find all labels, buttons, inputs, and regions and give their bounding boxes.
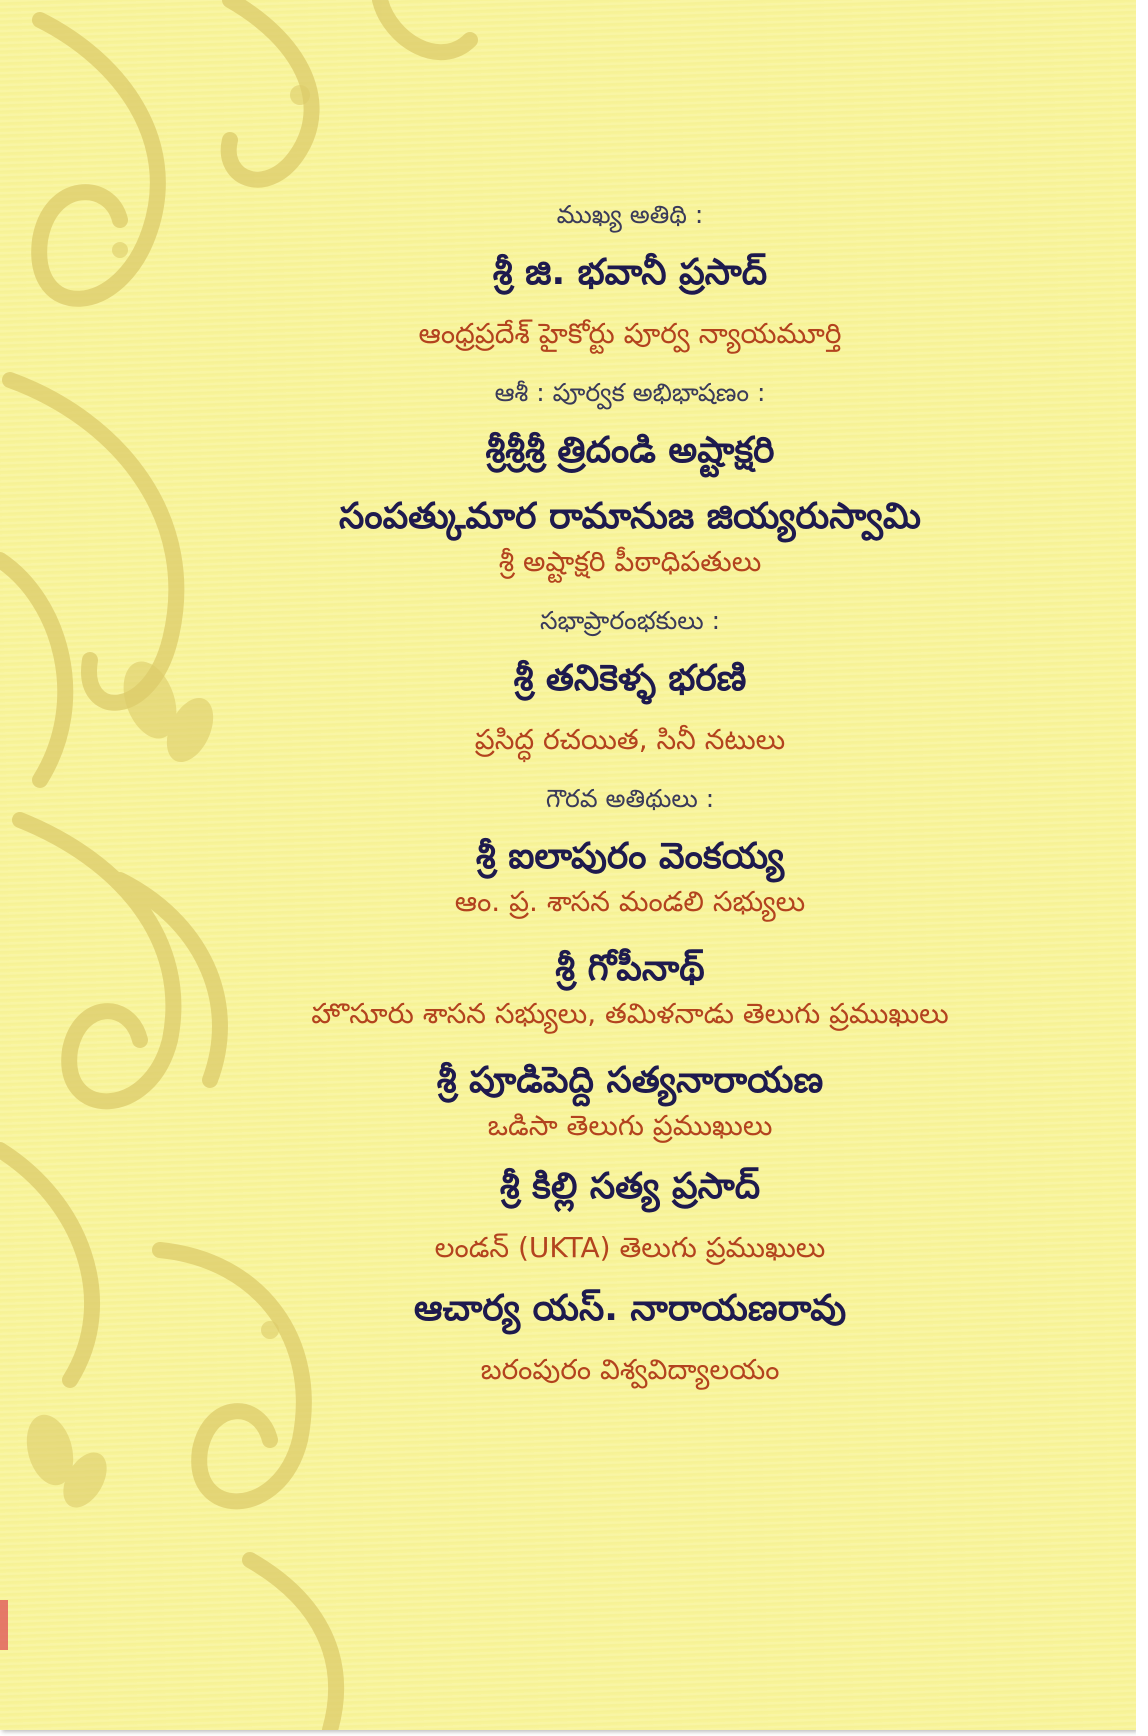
chief-guest-name: శ్రీ జి. భవానీ ప్రసాద్ <box>492 252 768 293</box>
blessing-label: ఆశీ : పూర్వక అభిభాషణం : <box>494 378 766 407</box>
inaugurator-label: సభాప్రారంభకులు : <box>539 606 721 635</box>
inaugurator-name: శ్రీ తనికెళ్ళ భరణి <box>513 658 747 699</box>
honour-guest-title: ఒడిసా తెలుగు ప్రముఖులు <box>487 1109 773 1142</box>
page-margin <box>1136 0 1148 1736</box>
honour-guest-name: శ్రీ పూడిపెద్ది సత్యనారాయణ <box>436 1060 824 1101</box>
red-edge-mark <box>0 1600 8 1650</box>
honour-guest-title: లండన్ (UKTA) తెలుగు ప్రముఖులు <box>434 1231 826 1264</box>
blessing-speaker-name-line1: శ్రీశ్రీశ్రీ త్రిదండి అష్టాక్షరి <box>485 430 775 471</box>
honour-guest-title: బరంపురం విశ్వవిద్యాలయం <box>480 1353 780 1386</box>
honour-guest-title: ఆం. ప్ర. శాసన మండలి సభ్యులు <box>454 885 806 918</box>
honour-guest-name: ఆచార్య యస్. నారాయణరావు <box>413 1288 847 1329</box>
honour-guest-name: శ్రీ కిల్లి సత్య ప్రసాద్ <box>499 1166 761 1207</box>
honour-guests-label: గౌరవ అతిథులు : <box>545 784 715 813</box>
guest-list <box>180 198 1080 1390</box>
blessing-speaker-name-line2: సంపత్కుమార రామానుజ జియ్యరుస్వామి <box>339 496 921 537</box>
chief-guest-title: ఆంధ్రప్రదేశ్ హైకోర్టు పూర్వ న్యాయమూర్తి <box>418 317 842 350</box>
chief-guest-label: ముఖ్య అతిథి : <box>556 200 704 229</box>
honour-guest-title: హొసూరు శాసన సభ్యులు, తమిళనాడు తెలుగు ప్రముఖులు <box>311 997 949 1030</box>
honour-guest-name: శ్రీ ఐలాపురం వెంకయ్య <box>475 836 785 877</box>
inaugurator-title: ప్రసిద్ధ రచయిత, సినీ నటులు <box>474 723 786 756</box>
honour-guest-name: శ్రీ గోపీనాథ్ <box>555 948 705 989</box>
blessing-speaker-title: శ్రీ అష్టాక్షరి పీఠాధిపతులు <box>498 545 762 578</box>
